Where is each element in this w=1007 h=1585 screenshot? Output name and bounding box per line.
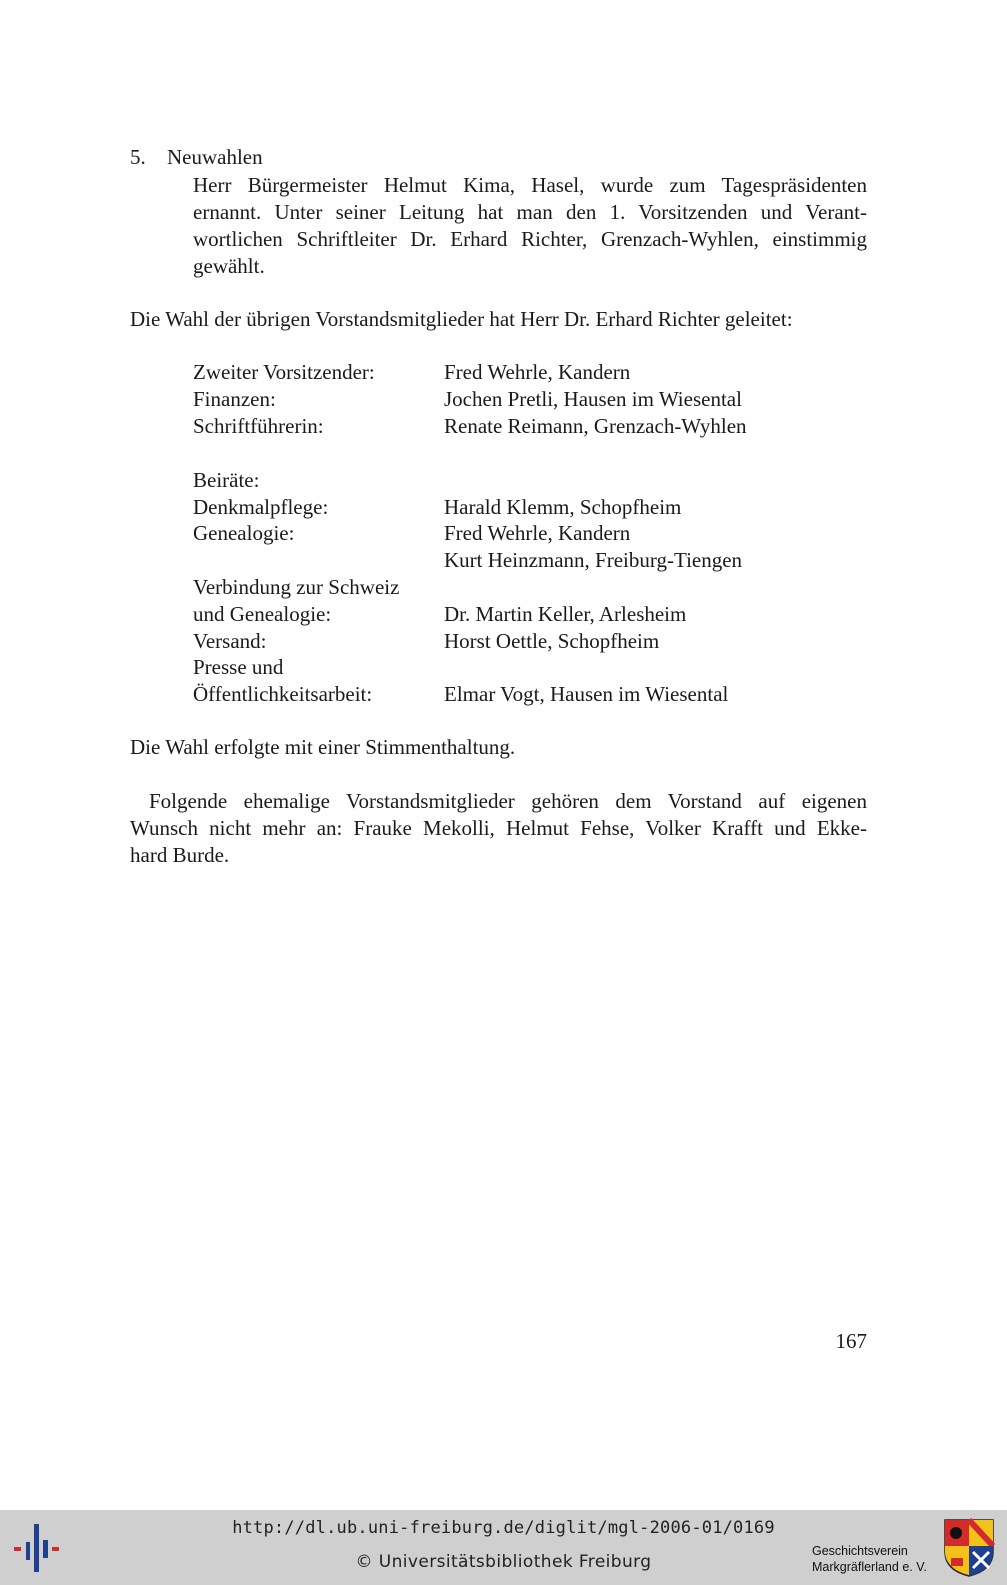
board-role: Finanzen: [193,387,276,411]
board-name: Jochen Pretli, Hausen im Wiesental [444,387,742,411]
paragraph-line: wortlichen Schriftleiter Dr. Erhard Richter, Grenzach-Wyhlen, einstimmig [193,227,867,251]
advisor-name: Fred Wehrle, Kandern [444,521,631,545]
advisor-role: und Genealogie: [193,602,332,626]
section-heading: Neuwahlen [167,145,263,169]
advisor-role: Versand: [193,629,267,653]
advisors-heading: Beiräte: [193,468,260,492]
closing-paragraph [130,788,867,869]
association-line: Geschichtsverein [812,1544,908,1558]
board-name: Fred Wehrle, Kandern [444,360,631,384]
advisor-name: Kurt Heinzmann, Freiburg-Tiengen [444,548,743,572]
association-name [812,1543,927,1575]
paragraph-line: hard Burde. [130,843,230,867]
page-number: 167 [835,1329,867,1353]
advisor-role: Presse und [193,655,284,679]
paragraph-line: ernannt. Unter seiner Leitung hat man den 1. Vorsitzenden und Verant- [193,200,867,224]
advisor-name: Horst Oettle, Schopfheim [444,629,660,653]
result-text: Die Wahl erfolgte mit einer Stimmenthaltung. [130,735,516,759]
intro-text: Die Wahl der übrigen Vorstandsmitglieder hat Herr Dr. Erhard Richter geleitet: [130,307,793,331]
advisor-role: Öffentlichkeitsarbeit: [193,682,373,706]
board-role: Zweiter Vorsitzender: [193,360,375,384]
paragraph-line: Folgende ehemalige Vorstandsmitglieder gehören dem Vorstand auf eigenen [149,789,867,813]
copyright-text: © Universitätsbibliothek Freiburg [355,1552,652,1572]
advisor-role: Genealogie: [193,521,295,545]
advisor-role: Denkmalpflege: [193,495,329,519]
association-line: Markgräflerland e. V. [812,1560,927,1574]
advisor-role: Verbindung zur Schweiz [193,575,400,599]
source-url-link[interactable]: http://dl.ub.uni-freiburg.de/diglit/mgl-2006-01/0169 [232,1518,775,1538]
footer-bar [0,1510,1007,1585]
coat-of-arms-icon [943,1518,995,1578]
board-role: Schriftführerin: [193,414,324,438]
board-name: Renate Reimann, Grenzach-Wyhlen [444,414,747,438]
paragraph-line: Herr Bürgermeister Helmut Kima, Hasel, wurde zum Tagespräsidenten [193,173,867,197]
section-paragraph [193,172,867,280]
advisor-name: Elmar Vogt, Hausen im Wiesental [444,682,729,706]
advisor-name: Dr. Martin Keller, Arlesheim [444,602,687,626]
advisor-name: Harald Klemm, Schopfheim [444,495,682,519]
paragraph-line: Wunsch nicht mehr an: Frauke Mekolli, Helmut Fehse, Volker Krafft und Ekke- [130,816,867,840]
paragraph-line: gewählt. [193,254,265,278]
section-number: 5. [130,145,146,169]
